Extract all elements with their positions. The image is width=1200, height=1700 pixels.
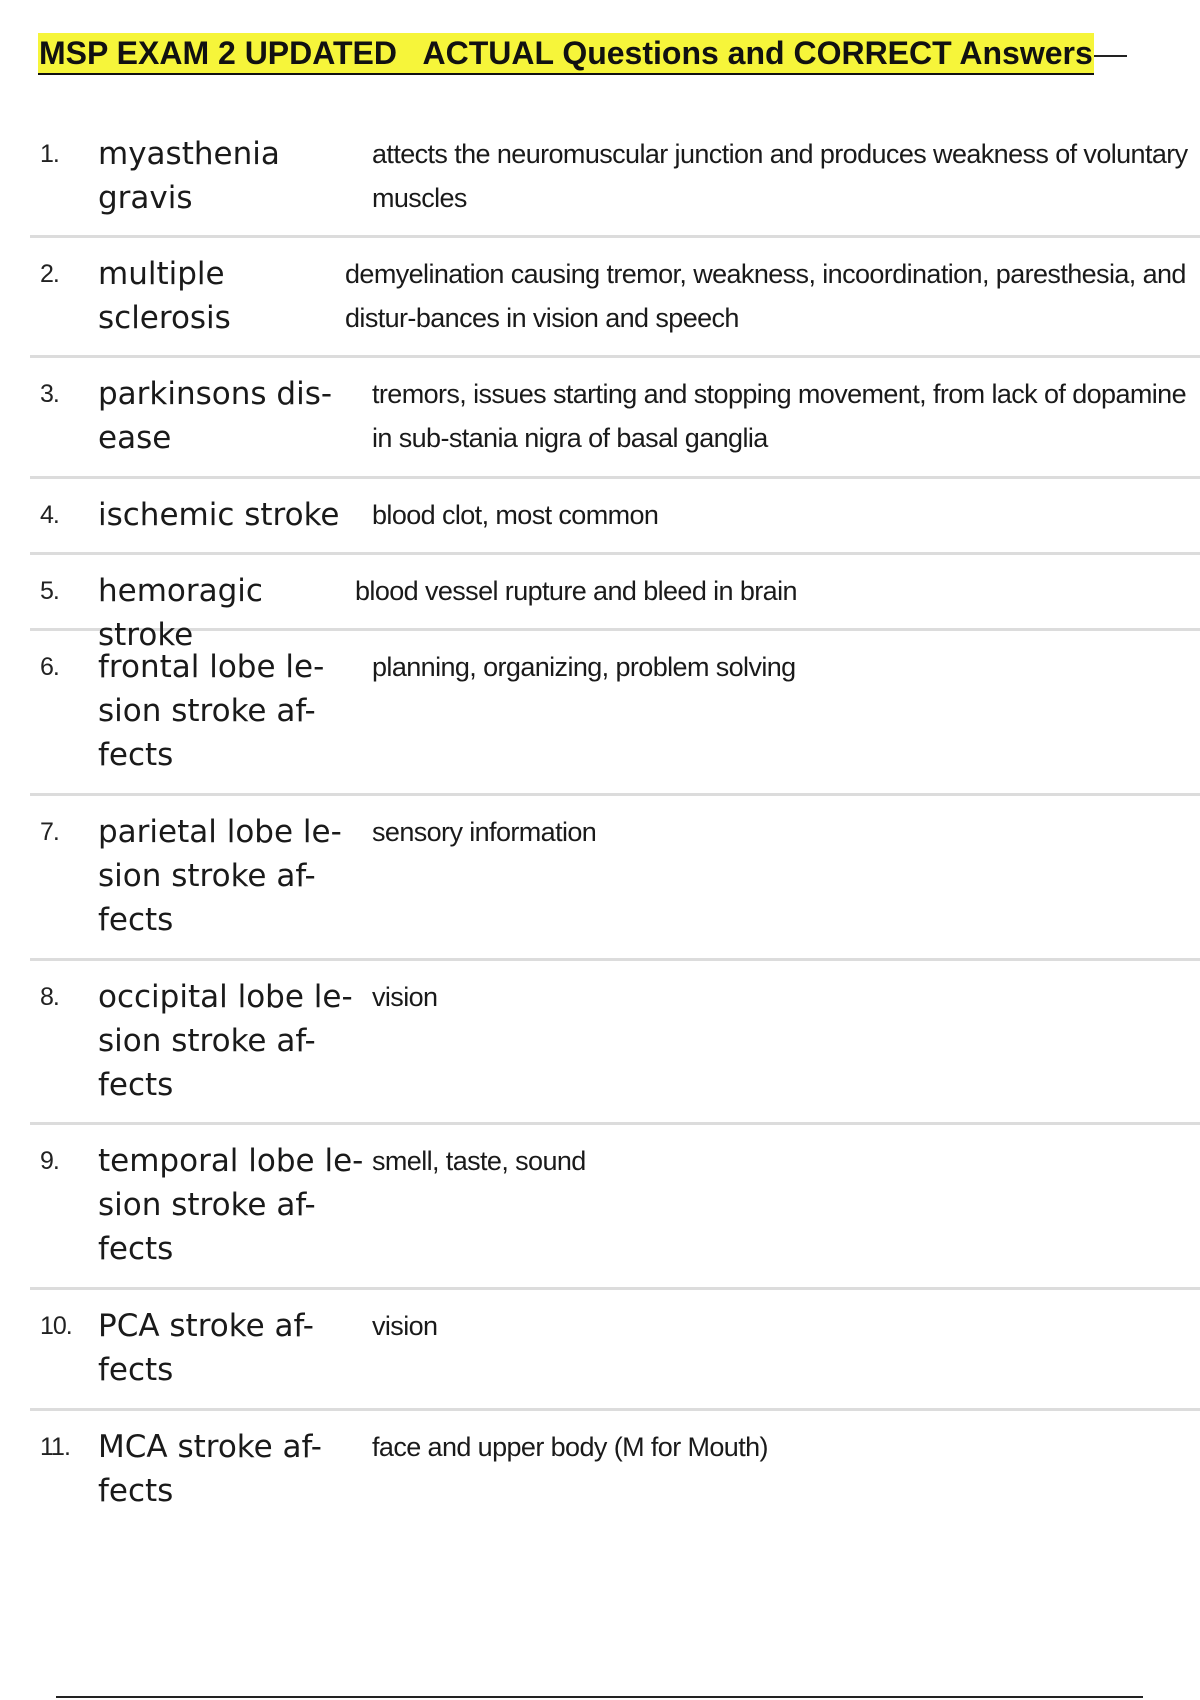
item-number: 5.: [40, 577, 59, 605]
qa-row: [30, 1125, 1200, 1290]
qa-row: [30, 358, 1200, 479]
item-number: 6.: [40, 653, 59, 681]
item-number: 11.: [40, 1433, 70, 1461]
qa-row: [30, 238, 1200, 358]
qa-row: [30, 796, 1200, 961]
item-number: 9.: [40, 1147, 59, 1175]
qa-row: [30, 961, 1200, 1125]
item-number: 8.: [40, 983, 59, 1011]
item-definition: planning, organizing, problem solving: [372, 652, 796, 682]
title-bar: [38, 34, 1143, 74]
item-definition: sensory information: [372, 817, 597, 847]
item-term: ischemic stroke: [98, 497, 340, 533]
qa-row: [30, 631, 1200, 796]
item-number: 3.: [40, 380, 59, 408]
item-number: 4.: [40, 501, 59, 529]
qa-row: [30, 1411, 1200, 1532]
item-term: PCA stroke af-fects: [98, 1308, 314, 1388]
footer-divider: [56, 1696, 1143, 1698]
item-definition: tremors, issues starting and stopping movement, from lack of dopamine in sub-stania nigra of basal ganglia: [372, 379, 1186, 453]
item-term: parietal lobe le-sion stroke af-fects: [98, 814, 342, 938]
item-number: 10.: [40, 1312, 72, 1340]
item-definition: blood vessel rupture and bleed in brain: [355, 576, 797, 606]
document-title: MSP EXAM 2 UPDATED ACTUAL Questions and CORRECT Answers: [38, 33, 1094, 75]
item-term: parkinsons dis-ease: [98, 376, 333, 456]
item-term: temporal lobe le-sion stroke af-fects: [98, 1143, 364, 1267]
item-number: 7.: [40, 818, 59, 846]
qa-list: [30, 118, 1200, 1532]
item-definition: demyelination causing tremor, weakness, incoordination, paresthesia, and distur-bances in vision and speech: [345, 259, 1186, 333]
title-dash: [1094, 55, 1127, 57]
item-definition: vision: [372, 1311, 438, 1341]
item-term: occipital lobe le-sion stroke af-fects: [98, 979, 353, 1103]
qa-row: [30, 1290, 1200, 1411]
item-definition: attects the neuromuscular junction and produces weakness of voluntary muscles: [372, 139, 1188, 213]
item-definition: vision: [372, 982, 438, 1012]
item-term: frontal lobe le-sion stroke af-fects: [98, 649, 325, 773]
item-term: MCA stroke af-fects: [98, 1429, 322, 1509]
qa-row: [30, 555, 1200, 653]
qa-row: [30, 479, 1200, 555]
item-term: hemoragic stroke: [98, 573, 263, 653]
item-number: 1.: [40, 140, 59, 168]
item-definition: blood clot, most common: [372, 500, 659, 530]
item-number: 2.: [40, 260, 59, 288]
qa-row: [30, 118, 1200, 238]
item-definition: smell, taste, sound: [372, 1146, 586, 1176]
item-definition: face and upper body (M for Mouth): [372, 1432, 768, 1462]
item-term: myasthenia gravis: [98, 136, 280, 216]
item-term: multiple sclerosis: [98, 256, 231, 336]
